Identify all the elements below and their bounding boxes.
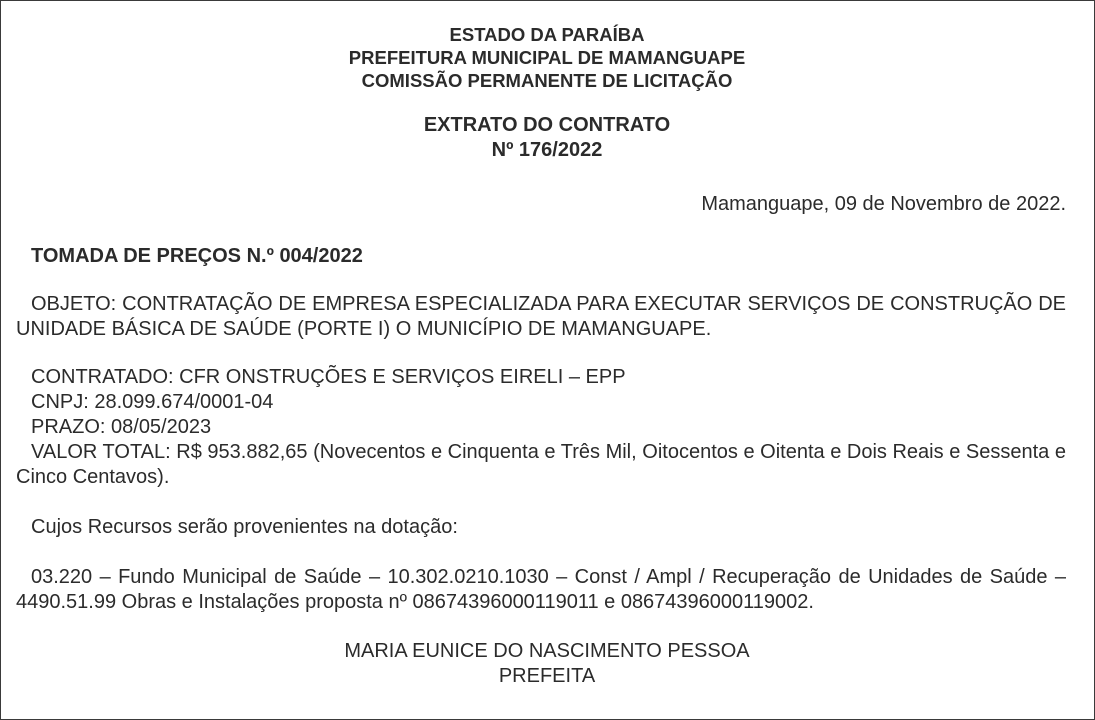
document-header	[16, 23, 1066, 92]
title-extract: EXTRATO DO CONTRATO	[423, 114, 671, 136]
cnpj-line: CNPJ: 28.099.674/0001-04	[31, 391, 274, 413]
valor-total-paragraph: VALOR TOTAL: R$ 953.882,65 (Novecentos e Cinquenta e Três Mil, Oitocentos e Oitenta e Dois Reais e Sessenta e Cinco Centavos).	[16, 441, 1066, 488]
recursos-line: Cujos Recursos serão provenientes na dotação:	[31, 516, 458, 538]
header-state: ESTADO DA PARAÍBA	[449, 24, 645, 45]
header-prefecture: PREFEITURA MUNICIPAL DE MAMANGUAPE	[348, 47, 746, 68]
tomada-de-precos: TOMADA DE PREÇOS N.º 004/2022	[31, 245, 363, 267]
contract-details	[16, 365, 1066, 490]
prazo-line: PRAZO: 08/05/2023	[31, 416, 212, 438]
title-contract-number: Nº 176/2022	[491, 139, 603, 161]
header-commission: COMISSÃO PERMANENTE DE LICITAÇÃO	[361, 70, 733, 91]
contratado-line: CONTRATADO: CFR ONSTRUÇÕES E SERVIÇOS EIRELI – EPP	[31, 366, 626, 388]
signatory-role: PREFEITA	[498, 665, 596, 687]
document-title	[16, 113, 1066, 163]
signatory-name: MARIA EUNICE DO NASCIMENTO PESSOA	[344, 640, 750, 662]
signature-block	[16, 639, 1066, 689]
objeto-paragraph: OBJETO: CONTRATAÇÃO DE EMPRESA ESPECIALIZADA PARA EXECUTAR SERVIÇOS DE CONSTRUÇÃO DE UNIDADE BÁSICA DE SAÚDE (PORTE I) O MUNICÍPIO DE MAMANGUAPE.	[16, 293, 1066, 340]
dotacao-paragraph: 03.220 – Fundo Municipal de Saúde – 10.302.0210.1030 – Const / Ampl / Recuperação de Unidades de Saúde – 4490.51.99 Obras e Instalações proposta nº 08674396000119011 e 08674396000119002.	[16, 566, 1066, 613]
document-date: Mamanguape, 09 de Novembro de 2022.	[701, 193, 1066, 215]
